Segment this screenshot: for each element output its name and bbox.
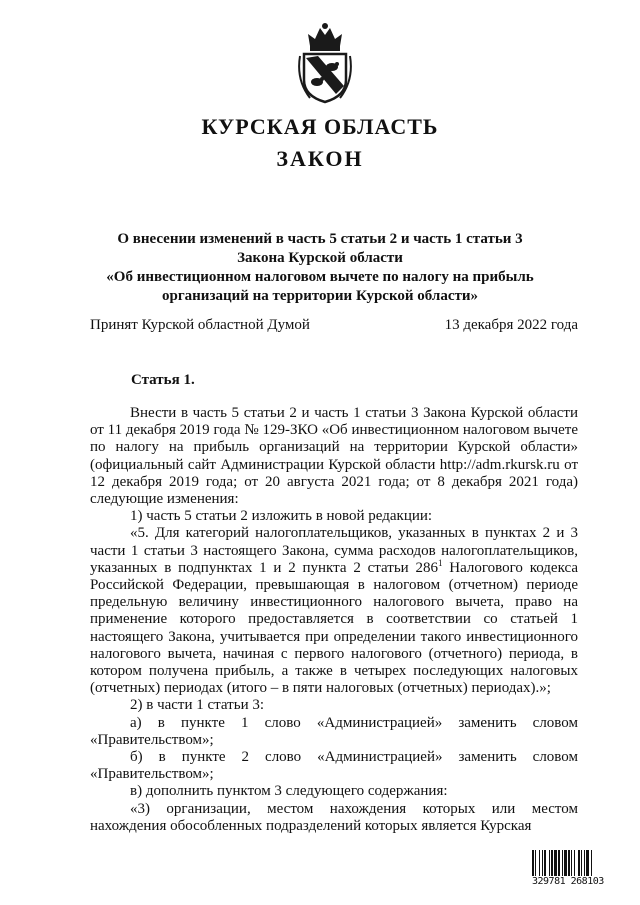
barcode: [532, 850, 624, 888]
item-2c-paragraph: в) дополнить пунктом 3 следующего содержания:: [130, 783, 448, 800]
region-title: КУРСКАЯ ОБЛАСТЬ: [201, 114, 439, 139]
coat-of-arms-icon: [296, 20, 354, 104]
subject-line-4: организаций на территории Курской области»: [162, 288, 478, 304]
adopting-body: Принят Курской областной Думой: [90, 317, 310, 333]
subject-line-1: О внесении изменений в часть 5 статьи 2 и часть 1 статьи 3: [117, 231, 523, 247]
item-1-paragraph: 1) часть 5 статьи 2 изложить в новой редакции:: [130, 508, 433, 525]
quoted-part-5-paragraph: [90, 525, 578, 697]
barcode-icon: [532, 850, 624, 876]
item-2-paragraph: 2) в части 1 статьи 3:: [130, 697, 265, 714]
barcode-number: 329781 268103: [532, 876, 604, 887]
document-type-title: ЗАКОН: [276, 146, 364, 171]
quote-text-end: Налогового кодекса Российской Федерации, превышающая в налоговом (отчетном) периоде предельную величину инвестиционного налогового вычета, право на применение которого предоставляется в соответствии со статьей 1 настоящего Закона, учитывается при определении такого инвестиционного налогового вычета, начиная с первого налогового (отчетного) периода, в котором получена прибыль, а также в четырех последующих налоговых (отчетных) периодах (итого – в пяти налоговых (отчетных) периодах).»;: [90, 559, 578, 697]
item-2a-paragraph: а) в пункте 1 слово «Администрацией» заменить словом «Правительством»;: [90, 714, 578, 748]
item-2c-text-paragraph: «3) организации, местом нахождения которых или местом нахождения обособленных подразделений которых является Курская: [90, 800, 578, 834]
item-2b-paragraph: б) в пункте 2 слово «Администрацией» заменить словом «Правительством»;: [90, 749, 578, 783]
article-heading: Статья 1.: [131, 372, 195, 388]
superscript: 1: [437, 557, 443, 568]
quote-text-start: «5. Для категорий налогоплательщиков, указанных в пунктах 2 и 3 части 1 статьи 3 настоящего Закона, сумма расходов налогоплательщиков, указанных в подпунктах 1 и 2 пункта 2 статьи 286: [90, 525, 578, 576]
article-intro-paragraph: Внести в часть 5 статьи 2 и часть 1 статьи 3 Закона Курской области от 11 декабря 2019 года № 129-ЗКО «Об инвестиционном налоговом вычете по налогу на прибыль организаций на территории Курской области» (официальный сайт Администрации Курской области http://adm.rkursk.ru от 12 декабря 2019 года; от 20 августа 2021 года; от 8 декабря 2021 года) следующие изменения:: [90, 405, 578, 508]
adoption-line: [90, 317, 578, 334]
subject-line-3: «Об инвестиционном налоговом вычете по налогу на прибыль: [106, 269, 534, 285]
article-body: [90, 405, 578, 835]
law-subject-title: [92, 230, 548, 306]
adoption-date: 13 декабря 2022 года: [444, 317, 578, 333]
subject-line-2: Закона Курской области: [237, 250, 403, 266]
